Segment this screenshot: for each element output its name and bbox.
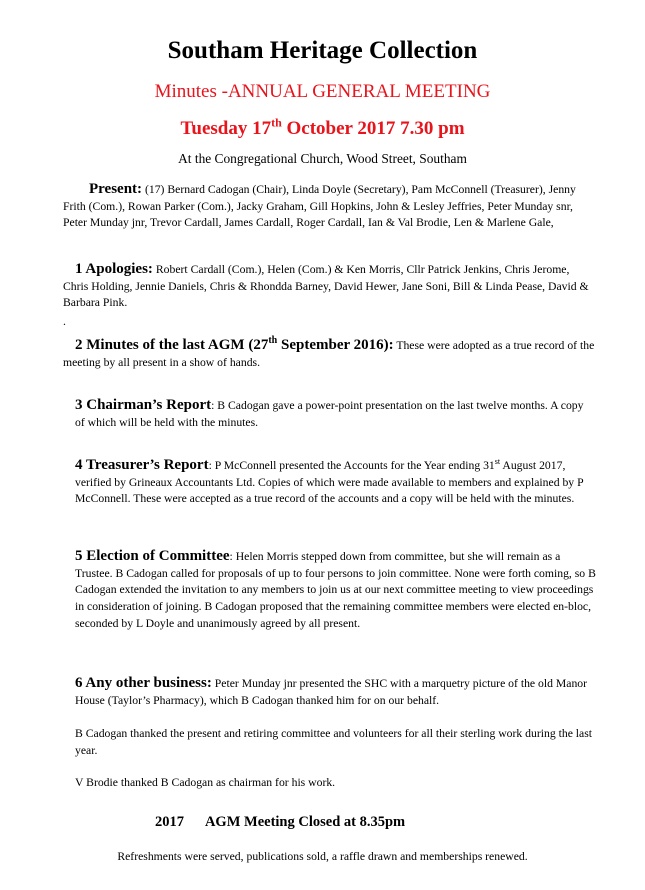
refreshments-note: Refreshments were served, publications sold, a raffle drawn and memberships renewed. (117, 850, 528, 863)
meeting-date (0, 116, 645, 142)
page-subtitle: Minutes -ANNUAL GENERAL MEETING (154, 81, 491, 102)
apologies-section (63, 261, 593, 312)
present-text: (17) Bernard Cadogan (Chair), Linda Doyle (Secretary), Pam McConnell (Treasurer), Jenny Frith (Com.), Rowan Parker (Com.), Jacky Graham, Gill Hopkins, John & Lesley Jeffries, Peter Munday snr, Peter Munday jnr, Trevor Cardall, James Cardall, Roger Cardall, Ian & Val Brodie, Len & Marlene Gale, (63, 183, 576, 230)
treasurer-section (75, 457, 598, 508)
closing-text: AGM Meeting Closed at 8.35pm (204, 814, 406, 830)
apologies-label: 1 Apologies: (75, 261, 153, 277)
treasurer-label: 4 Treasurer’s Report (75, 457, 209, 473)
apologies-trailing-dot: . (63, 315, 66, 328)
treasurer-text-ordinal: st (494, 457, 501, 467)
thanks-paragraph-2: V Brodie thanked B Cadogan as chairman for his work. (75, 776, 336, 789)
meeting-closed (155, 812, 405, 832)
aob-label: 6 Any other business: (75, 675, 212, 691)
election-section (75, 548, 598, 633)
minutes-section (63, 337, 595, 371)
minutes-label-suffix: September 2016): (277, 337, 394, 353)
apologies-text: Robert Cardall (Com.), Helen (Com.) & Ken Morris, Cllr Patrick Jenkins, Chris Jerome, Chris Holding, Jennie Daniels, Chris & Rhondda Barney, David Hewer, Jane Soni, Bill & Linda Pease, David & Barbara Pink. (63, 263, 589, 310)
aob-section (75, 675, 613, 709)
minutes-label-ordinal: th (268, 335, 278, 346)
closing-year: 2017 (155, 814, 184, 830)
date-suffix: October 2017 7.30 pm (281, 118, 465, 139)
date-prefix: Tuesday 17 (180, 118, 272, 139)
election-label: 5 Election of Committee (75, 548, 230, 564)
chairman-section (75, 397, 595, 431)
thanks-paragraph-1: B Cadogan thanked the present and retiring committee and volunteers for all their sterling work during the last year. (75, 727, 593, 757)
treasurer-text-suffix: August 2017, verified by Grineaux Accountants Ltd. Copies of which were made available to members and explained by P McConnell. These were accepted as a true record of the accounts and a copy will be held with the minutes. (75, 459, 584, 506)
chairman-label: 3 Chairman’s Report (75, 397, 212, 413)
election-text: : Helen Morris stepped down from committee, but she will remain as a Trustee. B Cadogan called for proposals of up to four persons to join committee. None were forth coming, so B Cadogan extended the invitation to any members to join us at our next committee meeting to view proceedings in consideration of joining. B Cadogan proposed that the remaining committee members were elected en-bloc, seconded by L Doyle and unanimously agreed by all present. (75, 550, 596, 630)
present-section (63, 181, 593, 232)
treasurer-text-prefix: : P McConnell presented the Accounts for the Year ending 31 (208, 459, 495, 472)
minutes-label-prefix: 2 Minutes of the last AGM (27 (75, 337, 269, 353)
minutes-text: These were adopted as a true record of the meeting by all present in a show of hands. (63, 339, 595, 369)
page-title: Southam Heritage Collection (167, 37, 478, 64)
chairman-text: : B Cadogan gave a power-point presentation on the last twelve months. A copy of which will be held with the minutes. (75, 399, 584, 429)
meeting-venue: At the Congregational Church, Wood Street, Southam (178, 151, 467, 166)
date-ordinal: th (271, 115, 282, 130)
present-label: Present: (89, 181, 143, 197)
aob-text: Peter Munday jnr presented the SHC with a marquetry picture of the old Manor House (Taylor’s Pharmacy), which B Cadogan thanked him for on our behalf. (75, 677, 588, 707)
minutes-label (75, 337, 394, 353)
